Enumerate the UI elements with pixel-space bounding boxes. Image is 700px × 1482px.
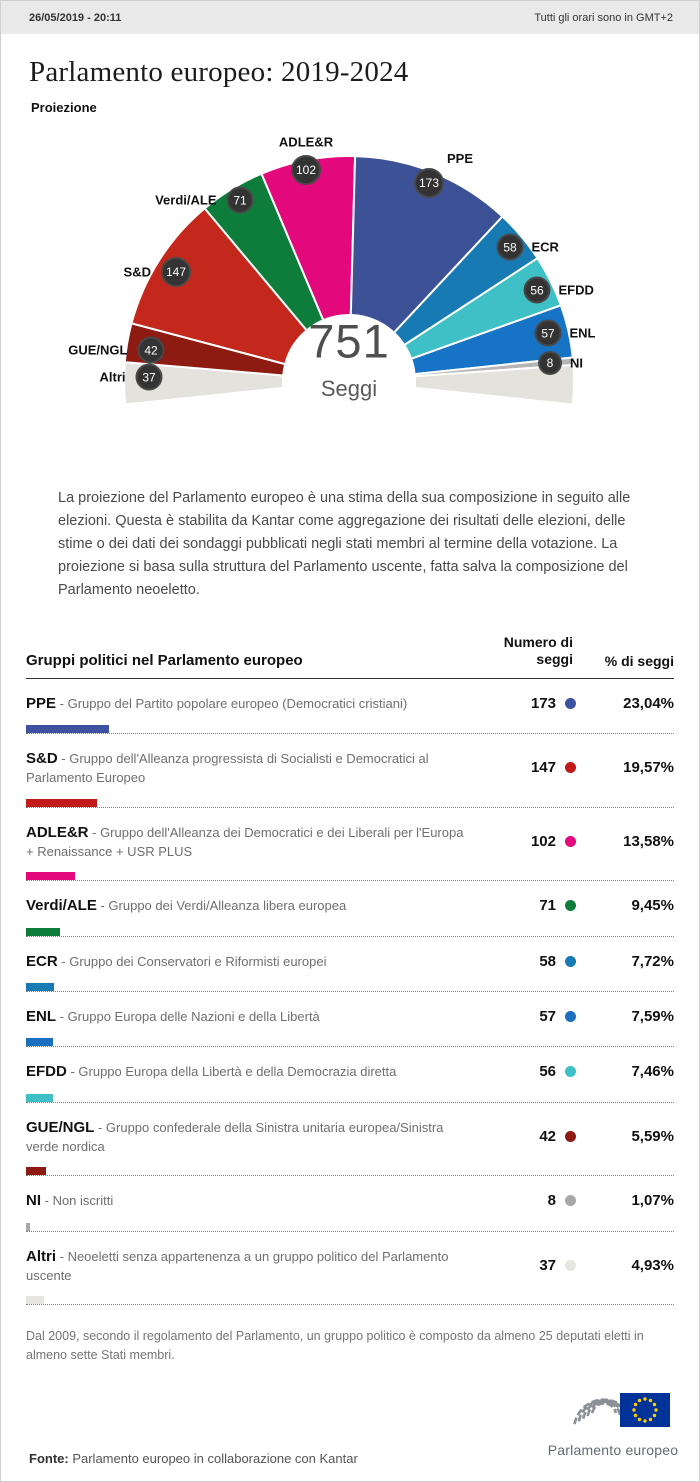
table-row	[26, 1047, 674, 1102]
group-bar-track	[26, 1094, 674, 1103]
group-abbr: NI	[26, 1192, 41, 1210]
group-abbr: ENL	[26, 1007, 56, 1025]
hemicycle-chart	[1, 115, 699, 487]
wedge-label-ecr: ECR	[531, 239, 559, 255]
table-row	[26, 881, 674, 936]
group-seats: 71	[539, 897, 556, 915]
rule-note: Dal 2009, secondo il regolamento del Parlamento, un gruppo politico è composto da almeno 25 deputati eletti in almeno sette Stati membri.	[26, 1329, 644, 1363]
group-seats: 37	[539, 1256, 556, 1274]
group-pct: 5,59%	[631, 1127, 674, 1145]
group-seats: 173	[530, 694, 556, 712]
group-abbr: EFDD	[26, 1063, 67, 1081]
source-line	[29, 1451, 358, 1466]
table-body	[26, 679, 674, 1306]
seat-badge-ni: 8	[538, 351, 562, 375]
wedge-label-altri-left: Altri	[99, 369, 126, 385]
seat-badge-gue-ngl: 42	[138, 337, 165, 364]
group-bar-fill	[26, 799, 97, 807]
group-desc: - Gruppo del Partito popolare europeo (Democratici cristiani)	[59, 695, 408, 711]
group-bar-track	[26, 799, 674, 808]
group-pct: 9,45%	[631, 897, 674, 915]
timestamp: 26/05/2019 - 20:11	[29, 11, 122, 24]
page-title: Parlamento europeo: 2019-2024	[29, 56, 409, 88]
group-desc: - Gruppo Europa delle Nazioni e della Libertà	[59, 1008, 320, 1024]
group-bar-fill	[26, 983, 54, 991]
group-color-dot	[565, 900, 576, 911]
seat-badge-adle-r: 102	[291, 155, 321, 185]
group-bar-track	[26, 1223, 674, 1232]
group-seats: 58	[539, 952, 556, 970]
group-seats: 57	[539, 1008, 556, 1026]
group-desc: - Gruppo dell'Alleanza progressista di Socialisti e Democratici al Parlamento Europeo	[26, 750, 429, 786]
group-pct: 13,58%	[623, 832, 674, 850]
groups-table	[26, 634, 674, 1306]
total-seats-value: 751	[308, 314, 390, 368]
group-abbr: S&D	[26, 749, 58, 767]
wedge-label-s-d: S&D	[123, 264, 151, 280]
group-color-dot	[565, 1011, 576, 1022]
group-desc: - Neoeletti senza appartenenza a un gruppo politico del Parlamento uscente	[26, 1248, 449, 1283]
group-pct: 7,59%	[631, 1008, 674, 1026]
table-row	[26, 992, 674, 1047]
group-pct: 1,07%	[631, 1192, 674, 1210]
group-seats: 56	[539, 1063, 556, 1081]
group-abbr: Verdi/ALE	[26, 897, 97, 915]
wedge-label-gue-ngl: GUE/NGL	[68, 342, 128, 358]
group-pct: 7,72%	[631, 952, 674, 970]
group-color-dot	[565, 1260, 576, 1271]
group-seats: 42	[539, 1127, 556, 1145]
table-row	[26, 937, 674, 992]
table-row	[26, 1232, 674, 1306]
page-subtitle: Proiezione	[31, 100, 97, 115]
group-seats: 147	[530, 759, 556, 777]
seat-badge-ppe: 173	[414, 168, 444, 198]
group-abbr: PPE	[26, 694, 57, 712]
seat-badge-verdi-ale: 71	[227, 187, 254, 214]
logo-caption: Parlamento europeo	[547, 1442, 679, 1458]
group-bar-fill	[26, 1038, 53, 1046]
group-seats: 8	[547, 1192, 556, 1210]
seat-badge-ecr: 58	[497, 234, 524, 261]
eu-flag-icon	[620, 1393, 670, 1427]
wedge-label-verdi-ale: Verdi/ALE	[155, 192, 217, 208]
table-header	[26, 634, 674, 679]
timezone-note: Tutti gli orari sono in GMT+2	[534, 11, 673, 24]
seat-badge-enl: 57	[535, 320, 562, 347]
table-row	[26, 734, 674, 808]
group-color-dot	[565, 1131, 576, 1142]
group-abbr: GUE/NGL	[26, 1118, 95, 1136]
seat-badge-efdd: 56	[524, 277, 551, 304]
group-bar-fill	[26, 928, 60, 936]
group-bar-track	[26, 725, 674, 734]
group-color-dot	[565, 698, 576, 709]
wedge-label-ni: NI	[570, 355, 583, 371]
table-row	[26, 1176, 674, 1231]
seat-badge-altri-left: 37	[136, 364, 163, 391]
ep-logo	[539, 1377, 687, 1458]
wedge-label-adle-r: ADLE&R	[278, 134, 334, 150]
group-bar-fill	[26, 1094, 53, 1102]
ep-logo-graphic	[550, 1377, 676, 1435]
group-color-dot	[565, 836, 576, 847]
group-bar-track	[26, 928, 674, 937]
group-color-dot	[565, 762, 576, 773]
group-bar-fill	[26, 1223, 30, 1231]
source-label: Fonte:	[29, 1451, 69, 1466]
top-bar	[1, 1, 699, 34]
total-seats-unit: Seggi	[320, 376, 378, 401]
group-bar-track	[26, 1296, 674, 1305]
group-bar-track	[26, 872, 674, 881]
group-bar-track	[26, 983, 674, 992]
group-color-dot	[565, 956, 576, 967]
wedge-label-enl: ENL	[569, 325, 596, 341]
group-abbr: ECR	[26, 952, 58, 970]
column-header-pct: % di seggi	[604, 652, 674, 669]
group-desc: - Gruppo dell'Alleanza dei Democratici e dei Liberali per l'Europa + Renaissance + USR PLUS	[26, 824, 464, 859]
column-header-groups: Gruppi politici nel Parlamento europeo	[26, 651, 303, 669]
column-header-seats: Numero di seggi	[503, 633, 573, 668]
group-pct: 7,46%	[631, 1063, 674, 1081]
group-bar-track	[26, 1167, 674, 1176]
group-abbr: Altri	[26, 1247, 56, 1265]
group-color-dot	[565, 1066, 576, 1077]
group-pct: 19,57%	[623, 759, 674, 777]
group-bar-fill	[26, 725, 109, 733]
seat-badge-s-d: 147	[161, 257, 191, 287]
table-row	[26, 1103, 674, 1177]
wedge-label-efdd: EFDD	[558, 282, 594, 298]
group-desc: - Gruppo dei Verdi/Alleanza libera europea	[100, 898, 347, 914]
table-row	[26, 679, 674, 734]
group-desc: - Gruppo Europa della Libertà e della Democrazia diretta	[70, 1064, 397, 1080]
group-bar-fill	[26, 1167, 46, 1175]
wedge-label-ppe: PPE	[447, 151, 474, 166]
group-desc: - Non iscritti	[44, 1193, 114, 1209]
group-seats: 102	[530, 832, 556, 850]
group-desc: - Gruppo confederale della Sinistra unitaria europea/Sinistra verde nordica	[26, 1119, 444, 1154]
group-bar-fill	[26, 872, 75, 880]
group-bar-fill	[26, 1296, 44, 1304]
group-color-dot	[565, 1195, 576, 1206]
group-pct: 4,93%	[631, 1256, 674, 1274]
table-row	[26, 808, 674, 882]
group-bar-track	[26, 1038, 674, 1047]
intro-paragraph: La proiezione del Parlamento europeo è una stima della sua composizione in seguito alle elezioni. Questa è stabilita da Kantar come aggregazione dei risultati delle elezioni, delle stime o dei dati dei sondaggi pubblicati negli stati membri al termine della votazione. La proiezione si basa sulla struttura del Parlamento uscente, fatta salva la composizione del Parlamento neoeletto.	[58, 490, 631, 598]
group-abbr: ADLE&R	[26, 823, 89, 841]
source-text: Parlamento europeo in collaborazione con Kantar	[68, 1451, 358, 1466]
group-pct: 23,04%	[623, 694, 674, 712]
group-desc: - Gruppo dei Conservatori e Riformisti europei	[61, 953, 327, 969]
